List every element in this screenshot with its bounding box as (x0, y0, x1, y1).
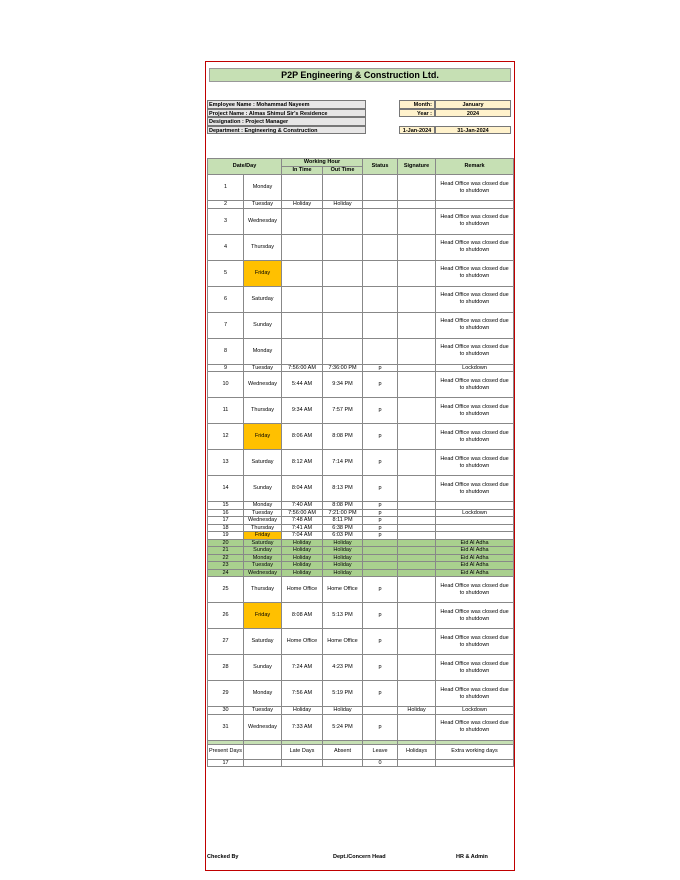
out-time-cell: Holiday (323, 547, 363, 555)
table-row (208, 175, 514, 201)
signature-cell (398, 260, 436, 286)
in-time-cell: 8:04 AM (282, 476, 323, 502)
in-time-cell: 7:33 AM (282, 714, 323, 740)
remark-cell: Head Office was closed due to shutdown (436, 629, 514, 655)
in-time-cell: Holiday (282, 707, 323, 715)
in-time-cell (282, 175, 323, 201)
header-date-day: Date/Day (208, 159, 282, 175)
attendance-sheet (205, 61, 515, 871)
status-cell: p (363, 532, 398, 540)
in-time-cell: Home Office (282, 577, 323, 603)
summary-header-row (208, 744, 514, 759)
signature-cell (398, 502, 436, 510)
day-cell: Tuesday (244, 562, 282, 570)
header-remark: Remark (436, 159, 514, 175)
table-row (208, 629, 514, 655)
remark-cell: Head Office was closed due to shutdown (436, 312, 514, 338)
out-time-cell: Holiday (323, 539, 363, 547)
signature-cell (398, 655, 436, 681)
out-time-cell: 8:13 PM (323, 476, 363, 502)
day-cell: Saturday (244, 629, 282, 655)
in-time-cell: 8:12 AM (282, 450, 323, 476)
table-row (208, 577, 514, 603)
absent-label: Absent (323, 744, 363, 759)
date-cell: 2 (208, 201, 244, 209)
out-time-cell: 9:34 PM (323, 372, 363, 398)
project-name: Project Name : Almas Shimul Sir's Residence (207, 109, 366, 118)
table-row (208, 398, 514, 424)
signature-cell (398, 509, 436, 517)
in-time-cell: 5:44 AM (282, 372, 323, 398)
employee-name: Employee Name : Mohammad Nayeem (207, 100, 366, 109)
table-row (208, 234, 514, 260)
in-time-cell: Holiday (282, 201, 323, 209)
out-time-cell: Home Office (323, 577, 363, 603)
status-cell: p (363, 681, 398, 707)
day-cell: Sunday (244, 312, 282, 338)
out-time-cell: 5:13 PM (323, 603, 363, 629)
month-label: Month: (399, 100, 435, 109)
table-row (208, 707, 514, 715)
in-time-cell: 7:04 AM (282, 532, 323, 540)
signature-cell (398, 201, 436, 209)
out-time-cell (323, 175, 363, 201)
status-cell: p (363, 398, 398, 424)
late-days-label: Late Days (282, 744, 323, 759)
status-cell (363, 539, 398, 547)
day-cell: Saturday (244, 539, 282, 547)
date-cell: 13 (208, 450, 244, 476)
in-time-cell: Holiday (282, 547, 323, 555)
day-cell: Tuesday (244, 707, 282, 715)
signature-cell (398, 569, 436, 577)
remark-cell: Head Office was closed due to shutdown (436, 655, 514, 681)
remark-cell: Eid Al Adha (436, 562, 514, 570)
blank (244, 759, 282, 767)
day-cell: Monday (244, 175, 282, 201)
status-cell (363, 338, 398, 364)
day-cell: Friday (244, 532, 282, 540)
date-cell: 23 (208, 562, 244, 570)
out-time-cell: 7:36:00 PM (323, 364, 363, 372)
year-label: Year : (399, 109, 435, 118)
status-cell (363, 234, 398, 260)
table-row (208, 424, 514, 450)
date-cell: 9 (208, 364, 244, 372)
summary-blank (244, 744, 282, 759)
table-row (208, 532, 514, 540)
status-cell: p (363, 476, 398, 502)
header-in-time: In Time (282, 167, 323, 175)
day-cell: Wednesday (244, 569, 282, 577)
status-cell: p (363, 509, 398, 517)
day-cell: Sunday (244, 547, 282, 555)
date-cell: 3 (208, 208, 244, 234)
signature-cell (398, 424, 436, 450)
status-cell: p (363, 629, 398, 655)
date-cell: 21 (208, 547, 244, 555)
date-cell: 30 (208, 707, 244, 715)
in-time-cell: 7:24 AM (282, 655, 323, 681)
remark-cell: Head Office was closed due to shutdown (436, 681, 514, 707)
signature-cell (398, 524, 436, 532)
table-row (208, 509, 514, 517)
leave-label: Leave (363, 744, 398, 759)
late-days-value (282, 759, 323, 767)
status-cell: p (363, 450, 398, 476)
date-cell: 25 (208, 577, 244, 603)
table-row (208, 312, 514, 338)
in-time-cell: 7:41 AM (282, 524, 323, 532)
day-cell: Thursday (244, 524, 282, 532)
in-time-cell: 7:48 AM (282, 517, 323, 525)
table-row (208, 201, 514, 209)
absent-value (323, 759, 363, 767)
in-time-cell: Holiday (282, 539, 323, 547)
remark-cell (436, 201, 514, 209)
date-cell: 5 (208, 260, 244, 286)
signature-cell (398, 372, 436, 398)
date-cell: 27 (208, 629, 244, 655)
table-row (208, 569, 514, 577)
table-row (208, 502, 514, 510)
remark-cell: Head Office was closed due to shutdown (436, 372, 514, 398)
out-time-cell (323, 208, 363, 234)
table-row (208, 603, 514, 629)
day-cell: Sunday (244, 655, 282, 681)
day-cell: Wednesday (244, 517, 282, 525)
present-days-value: 17 (208, 759, 244, 767)
status-cell (363, 175, 398, 201)
remark-cell: Eid Al Adha (436, 554, 514, 562)
day-cell: Tuesday (244, 509, 282, 517)
remark-cell: Head Office was closed due to shutdown (436, 208, 514, 234)
date-cell: 31 (208, 714, 244, 740)
designation: Designation : Project Manager (207, 117, 366, 126)
date-cell: 17 (208, 517, 244, 525)
table-row (208, 450, 514, 476)
status-cell (363, 707, 398, 715)
status-cell: p (363, 364, 398, 372)
table-row (208, 208, 514, 234)
remark-cell: Head Office was closed due to shutdown (436, 603, 514, 629)
in-time-cell: Holiday (282, 569, 323, 577)
out-time-cell: 6:38 PM (323, 524, 363, 532)
signature-cell (398, 681, 436, 707)
extra-days-value (436, 759, 514, 767)
period-from: 1-Jan-2024 (399, 126, 435, 135)
day-cell: Thursday (244, 234, 282, 260)
status-cell: p (363, 524, 398, 532)
header-status: Status (363, 159, 398, 175)
remark-cell: Lockdown (436, 509, 514, 517)
in-time-cell: 9:34 AM (282, 398, 323, 424)
day-cell: Monday (244, 502, 282, 510)
remark-cell: Head Office was closed due to shutdown (436, 398, 514, 424)
signature-cell (398, 517, 436, 525)
period-to: 31-Jan-2024 (435, 126, 511, 135)
month-value: January (435, 100, 511, 109)
holidays-value (398, 759, 436, 767)
in-time-cell: 7:40 AM (282, 502, 323, 510)
holidays-label: Holidays (398, 744, 436, 759)
out-time-cell: 7:14 PM (323, 450, 363, 476)
signature-cell (398, 338, 436, 364)
signature-cell (398, 629, 436, 655)
day-cell: Wednesday (244, 208, 282, 234)
signature-cell (398, 554, 436, 562)
header-signature: Signature (398, 159, 436, 175)
in-time-cell: Holiday (282, 562, 323, 570)
remark-cell: Head Office was closed due to shutdown (436, 286, 514, 312)
date-cell: 12 (208, 424, 244, 450)
signature-cell (398, 603, 436, 629)
signature-cell (398, 562, 436, 570)
date-cell: 15 (208, 502, 244, 510)
status-cell (363, 554, 398, 562)
date-cell: 8 (208, 338, 244, 364)
in-time-cell (282, 312, 323, 338)
out-time-cell: 8:11 PM (323, 517, 363, 525)
day-cell: Saturday (244, 286, 282, 312)
remark-cell: Head Office was closed due to shutdown (436, 476, 514, 502)
header-working-hour: Working Hour (282, 159, 363, 167)
table-row (208, 286, 514, 312)
remark-cell: Lockdown (436, 707, 514, 715)
signature-cell (398, 577, 436, 603)
signature-cell (398, 286, 436, 312)
date-cell: 6 (208, 286, 244, 312)
header-out-time: Out Time (323, 167, 363, 175)
year-value: 2024 (435, 109, 511, 118)
status-cell: p (363, 424, 398, 450)
date-cell: 4 (208, 234, 244, 260)
table-row (208, 547, 514, 555)
status-cell: p (363, 577, 398, 603)
status-cell (363, 260, 398, 286)
status-cell (363, 547, 398, 555)
in-time-cell: 7:56 AM (282, 681, 323, 707)
day-cell: Monday (244, 338, 282, 364)
in-time-cell (282, 234, 323, 260)
signature-cell (398, 175, 436, 201)
day-cell: Friday (244, 603, 282, 629)
date-cell: 16 (208, 509, 244, 517)
table-row (208, 372, 514, 398)
company-title: P2P Engineering & Construction Ltd. (209, 68, 511, 82)
department: Department : Engineering & Construction (207, 126, 366, 135)
in-time-cell: 8:06 AM (282, 424, 323, 450)
date-cell: 18 (208, 524, 244, 532)
out-time-cell: Home Office (323, 629, 363, 655)
in-time-cell (282, 286, 323, 312)
signature-cell: Holiday (398, 707, 436, 715)
remark-cell: Eid Al Adha (436, 569, 514, 577)
out-time-cell: 8:08 PM (323, 502, 363, 510)
extra-working-days-label: Extra working days (436, 744, 514, 759)
date-cell: 1 (208, 175, 244, 201)
status-cell: p (363, 517, 398, 525)
date-cell: 10 (208, 372, 244, 398)
table-row (208, 338, 514, 364)
date-cell: 14 (208, 476, 244, 502)
table-row (208, 364, 514, 372)
out-time-cell: Holiday (323, 707, 363, 715)
present-days-label: Present Days (208, 744, 244, 759)
out-time-cell: Holiday (323, 562, 363, 570)
day-cell: Monday (244, 681, 282, 707)
date-cell: 28 (208, 655, 244, 681)
date-cell: 7 (208, 312, 244, 338)
table-row (208, 655, 514, 681)
table-row (208, 260, 514, 286)
remark-cell: Head Office was closed due to shutdown (436, 577, 514, 603)
out-time-cell: 8:08 PM (323, 424, 363, 450)
signature-cell (398, 476, 436, 502)
day-cell: Saturday (244, 450, 282, 476)
signature-cell (398, 208, 436, 234)
out-time-cell: 5:24 PM (323, 714, 363, 740)
out-time-cell (323, 338, 363, 364)
day-cell: Wednesday (244, 714, 282, 740)
in-time-cell: 7:56:00 AM (282, 509, 323, 517)
attendance-table (207, 158, 514, 767)
remark-cell: Eid Al Adha (436, 547, 514, 555)
table-row (208, 714, 514, 740)
table-row (208, 681, 514, 707)
status-cell (363, 286, 398, 312)
date-cell: 11 (208, 398, 244, 424)
summary-values-row (208, 759, 514, 767)
out-time-cell: 4:23 PM (323, 655, 363, 681)
status-cell: p (363, 603, 398, 629)
checked-by-label: Checked By (207, 854, 239, 860)
in-time-cell: 8:08 AM (282, 603, 323, 629)
signature-cell (398, 539, 436, 547)
remark-cell: Head Office was closed due to shutdown (436, 234, 514, 260)
date-cell: 22 (208, 554, 244, 562)
date-cell: 29 (208, 681, 244, 707)
table-row (208, 554, 514, 562)
in-time-cell (282, 260, 323, 286)
remark-cell: Head Office was closed due to shutdown (436, 450, 514, 476)
signature-cell (398, 312, 436, 338)
day-cell: Thursday (244, 577, 282, 603)
out-time-cell (323, 312, 363, 338)
in-time-cell: Home Office (282, 629, 323, 655)
in-time-cell: 7:56:00 AM (282, 364, 323, 372)
remark-cell: Head Office was closed due to shutdown (436, 338, 514, 364)
remark-cell: Head Office was closed due to shutdown (436, 260, 514, 286)
remark-cell (436, 502, 514, 510)
status-cell: p (363, 372, 398, 398)
signature-cell (398, 547, 436, 555)
signature-cell (398, 364, 436, 372)
date-cell: 20 (208, 539, 244, 547)
hr-admin-label: HR & Admin (456, 854, 488, 860)
out-time-cell (323, 286, 363, 312)
in-time-cell (282, 208, 323, 234)
remark-cell (436, 517, 514, 525)
remark-cell (436, 532, 514, 540)
status-cell (363, 569, 398, 577)
out-time-cell (323, 234, 363, 260)
status-cell (363, 208, 398, 234)
out-time-cell: Holiday (323, 201, 363, 209)
signature-cell (398, 532, 436, 540)
day-cell: Tuesday (244, 201, 282, 209)
table-row (208, 562, 514, 570)
day-cell: Friday (244, 424, 282, 450)
signature-cell (398, 450, 436, 476)
table-row (208, 476, 514, 502)
status-cell: p (363, 655, 398, 681)
signature-cell (398, 714, 436, 740)
status-cell: p (363, 502, 398, 510)
out-time-cell: 6:03 PM (323, 532, 363, 540)
out-time-cell: 7:21:00 PM (323, 509, 363, 517)
day-cell: Thursday (244, 398, 282, 424)
remark-cell (436, 524, 514, 532)
remark-cell: Head Office was closed due to shutdown (436, 424, 514, 450)
remark-cell: Head Office was closed due to shutdown (436, 175, 514, 201)
out-time-cell: 5:19 PM (323, 681, 363, 707)
date-cell: 26 (208, 603, 244, 629)
out-time-cell (323, 260, 363, 286)
dept-head-label: Dept./Concern Head (333, 854, 386, 860)
date-cell: 24 (208, 569, 244, 577)
date-cell: 19 (208, 532, 244, 540)
in-time-cell (282, 338, 323, 364)
table-row (208, 517, 514, 525)
table-row (208, 524, 514, 532)
table-row (208, 539, 514, 547)
status-cell (363, 201, 398, 209)
day-cell: Tuesday (244, 364, 282, 372)
in-time-cell: Holiday (282, 554, 323, 562)
out-time-cell: 7:57 PM (323, 398, 363, 424)
signature-cell (398, 234, 436, 260)
day-cell: Wednesday (244, 372, 282, 398)
status-cell (363, 562, 398, 570)
remark-cell: Eid Al Adha (436, 539, 514, 547)
out-time-cell: Holiday (323, 569, 363, 577)
day-cell: Friday (244, 260, 282, 286)
signature-cell (398, 398, 436, 424)
day-cell: Monday (244, 554, 282, 562)
status-cell: p (363, 714, 398, 740)
remark-cell: Head Office was closed due to shutdown (436, 714, 514, 740)
remark-cell: Lockdown (436, 364, 514, 372)
day-cell: Sunday (244, 476, 282, 502)
status-cell (363, 312, 398, 338)
out-time-cell: Holiday (323, 554, 363, 562)
leave-value: 0 (363, 759, 398, 767)
